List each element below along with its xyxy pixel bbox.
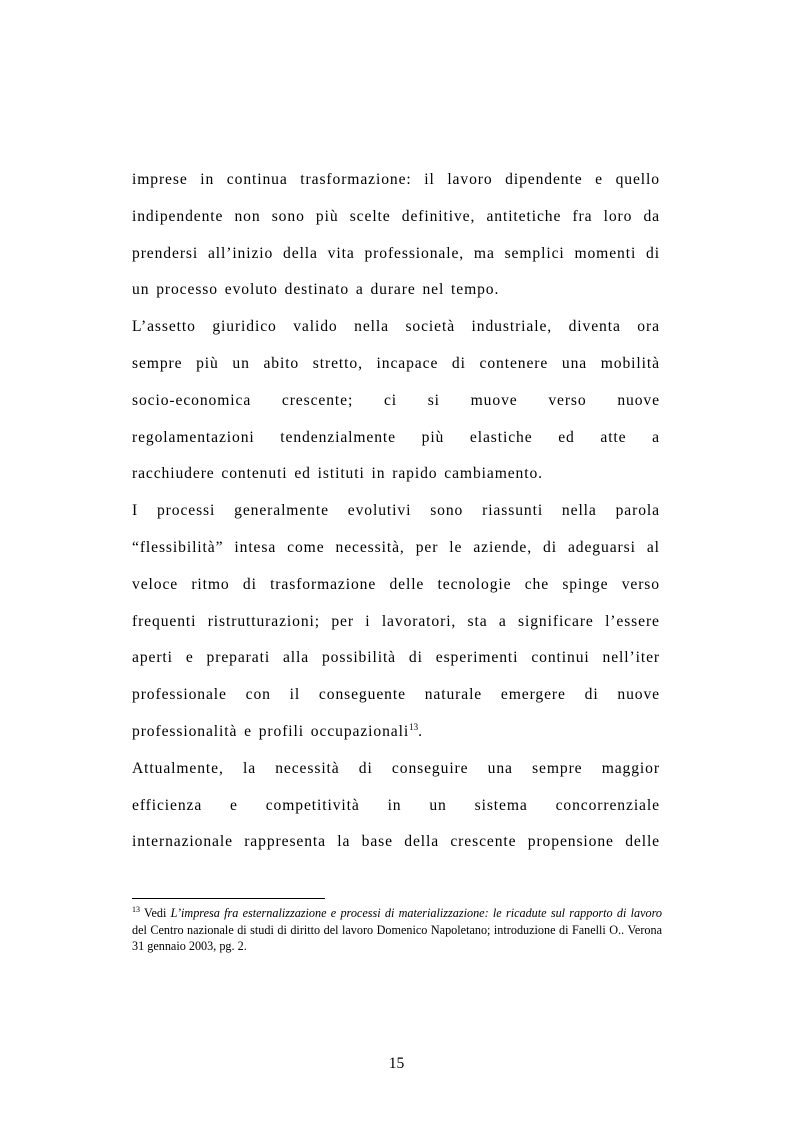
word: di [451,354,466,372]
word: competitività [265,796,360,814]
word: elastiche [469,428,533,446]
word: di [543,538,557,556]
word: professionale [132,686,227,704]
word: “flessibilità” [132,538,224,556]
text-line [132,199,660,236]
line-text: un processo evoluto destinato a durare nel tempo. [132,281,500,299]
text-line [132,604,660,641]
word: il [424,171,435,188]
paragraph [132,493,660,751]
word: base [361,833,393,851]
word: emergere [500,686,566,704]
word: lavoratori, [381,612,457,630]
word: di [358,759,373,777]
word: più [315,207,339,225]
word: industriale, [471,318,553,336]
text-line [132,456,660,493]
word: e [230,796,238,814]
word: incapace [376,354,439,372]
text-line [132,824,660,861]
word: necessità [275,759,340,777]
word: come [287,538,325,556]
word: nell’iter [602,649,660,667]
word: sempre [532,759,583,777]
word: concorrenziale [555,796,660,814]
text-line [132,714,660,751]
word: il [289,686,301,704]
word: ma [473,244,495,262]
word: valido [293,318,338,336]
word: abito [263,354,300,372]
word: frequenti [132,612,197,630]
word: significare [518,612,594,630]
word: riassunti [482,502,544,520]
word: vita [327,244,355,262]
word: lavoro [447,171,493,188]
word: preparati [206,649,271,667]
word: al [646,538,660,556]
footnote [132,905,662,955]
word: alla [282,649,310,667]
text-line [132,383,660,420]
word: prendersi [132,244,199,262]
word: un [232,354,250,372]
word: nella [561,502,597,520]
text-line [132,677,660,714]
word: semplici [504,244,565,262]
word: in [387,796,402,814]
word: aperti [132,649,173,667]
word: sono [430,502,464,520]
word: necessità, [335,538,405,556]
word: e [595,171,603,188]
word: un [429,796,447,814]
text-line [132,272,660,309]
word: a [498,612,507,630]
text-line [132,788,660,825]
word: crescente; [281,391,354,409]
word: di [584,686,599,704]
word: di [408,649,423,667]
word: non [234,207,261,225]
word: definitive, [401,207,476,225]
word: in [200,171,215,188]
word: società [405,318,456,336]
line-text: racchiudere contenuti ed istituti in rapido cambiamento. [132,465,543,483]
word: crescente [450,833,517,851]
word: spinge [562,575,609,593]
word: regolamentazioni [132,428,255,446]
text-line [132,640,660,677]
footnote-text: del Centro nazionale di studi di diritto del lavoro Domenico Napoletano; introduzione di Fanelli O.. Verona 31 gennaio 2003, pg. 2. [132,922,662,953]
page-number: 15 [388,1055,405,1072]
footnote-lead: Vedi [140,906,171,920]
word: possibilità [321,649,396,667]
word: I [132,502,139,520]
word: si [427,391,440,409]
word: più [421,428,445,446]
word: esperimenti [435,649,519,667]
text-line [132,530,660,567]
word: sono [271,207,305,225]
word: della [404,833,440,851]
word: generalmente [234,502,329,520]
text-line [132,236,660,273]
word: ritmo [191,575,230,593]
word: loro [603,207,633,225]
word: sistema [474,796,528,814]
word: trasformazione [270,575,377,593]
word: processi [156,502,216,520]
word: che [524,575,550,593]
word: ci [383,391,397,409]
word: L’assetto [132,318,196,336]
word: trasformazione: [300,171,412,188]
word: all’inizio [207,244,274,262]
word: socio-economica [132,391,252,409]
word: sta [467,612,488,630]
word: continui [531,649,590,667]
word: verso [548,391,587,409]
text-line [132,567,660,604]
word: efficienza [132,796,203,814]
word: antitetiche [486,207,562,225]
word: aziende, [473,538,533,556]
word: contenere [479,354,549,372]
word: a [652,428,660,446]
word: propensione [527,833,614,851]
word: la [242,759,257,777]
word: nuove [617,391,660,409]
word: internazionale [132,833,233,851]
text-line [132,420,660,457]
line-ending: . [418,722,423,740]
paragraph [132,751,660,861]
word: ristrutturazioni; [207,612,321,630]
word: tendenzialmente [280,428,396,446]
word: una [561,354,588,372]
text-line [132,309,660,346]
body-text [132,162,660,861]
word: intesa [234,538,277,556]
word: verso [621,575,660,593]
word: quello [615,171,660,188]
word: i [365,612,371,630]
word: nella [354,318,389,336]
footnote-reference: 13 [409,721,419,732]
word: muove [470,391,518,409]
word: momenti [574,244,637,262]
word: ed [558,428,575,446]
word: conseguente [318,686,406,704]
word: maggior [601,759,660,777]
text-line [132,162,660,199]
word: dipendente [505,171,583,188]
word: diventa [568,318,621,336]
word: mobilità [600,354,660,372]
word: di [242,575,257,593]
word: più [196,354,219,372]
paragraph [132,162,660,309]
word: della [283,244,318,262]
word: per [415,538,439,556]
word: imprese [132,171,188,188]
word: ora [637,318,660,336]
word: conseguire [391,759,469,777]
text-line [132,493,660,530]
word: atte [600,428,627,446]
word: di [646,244,660,262]
word: parola [615,502,660,520]
word: con [245,686,271,704]
word: le [449,538,463,556]
word: la [337,833,351,851]
word: stretto, [312,354,363,372]
word: una [487,759,513,777]
word: l’essere [605,612,660,630]
word: professionale, [364,244,465,262]
footnote-number: 13 [132,904,140,914]
word: adeguarsi [567,538,636,556]
word: delle [389,575,425,593]
footnote-title: L’impresa fra esternalizzazione e processi di materializzazione: le ricadute sul rapporto di lavoro [170,906,663,920]
word: scelte [349,207,391,225]
footnote-separator [132,898,325,899]
paragraph [132,309,660,493]
word: fra [572,207,593,225]
word: evolutivi [347,502,412,520]
word: indipendente [132,207,224,225]
word: giuridico [212,318,277,336]
word: tecnologie [437,575,512,593]
text-line [132,346,660,383]
line-text: professionalità e profili occupazionali [132,722,410,740]
word: delle [625,833,660,851]
word: sempre [132,354,183,372]
word: continua [226,171,288,188]
word: rappresenta [244,833,326,851]
text-line [132,751,660,788]
word: nuove [617,686,660,704]
word: naturale [424,686,483,704]
word: Attualmente, [132,759,224,777]
word: e [185,649,194,667]
word: veloce [132,575,179,593]
word: per [331,612,354,630]
word: da [643,207,660,225]
